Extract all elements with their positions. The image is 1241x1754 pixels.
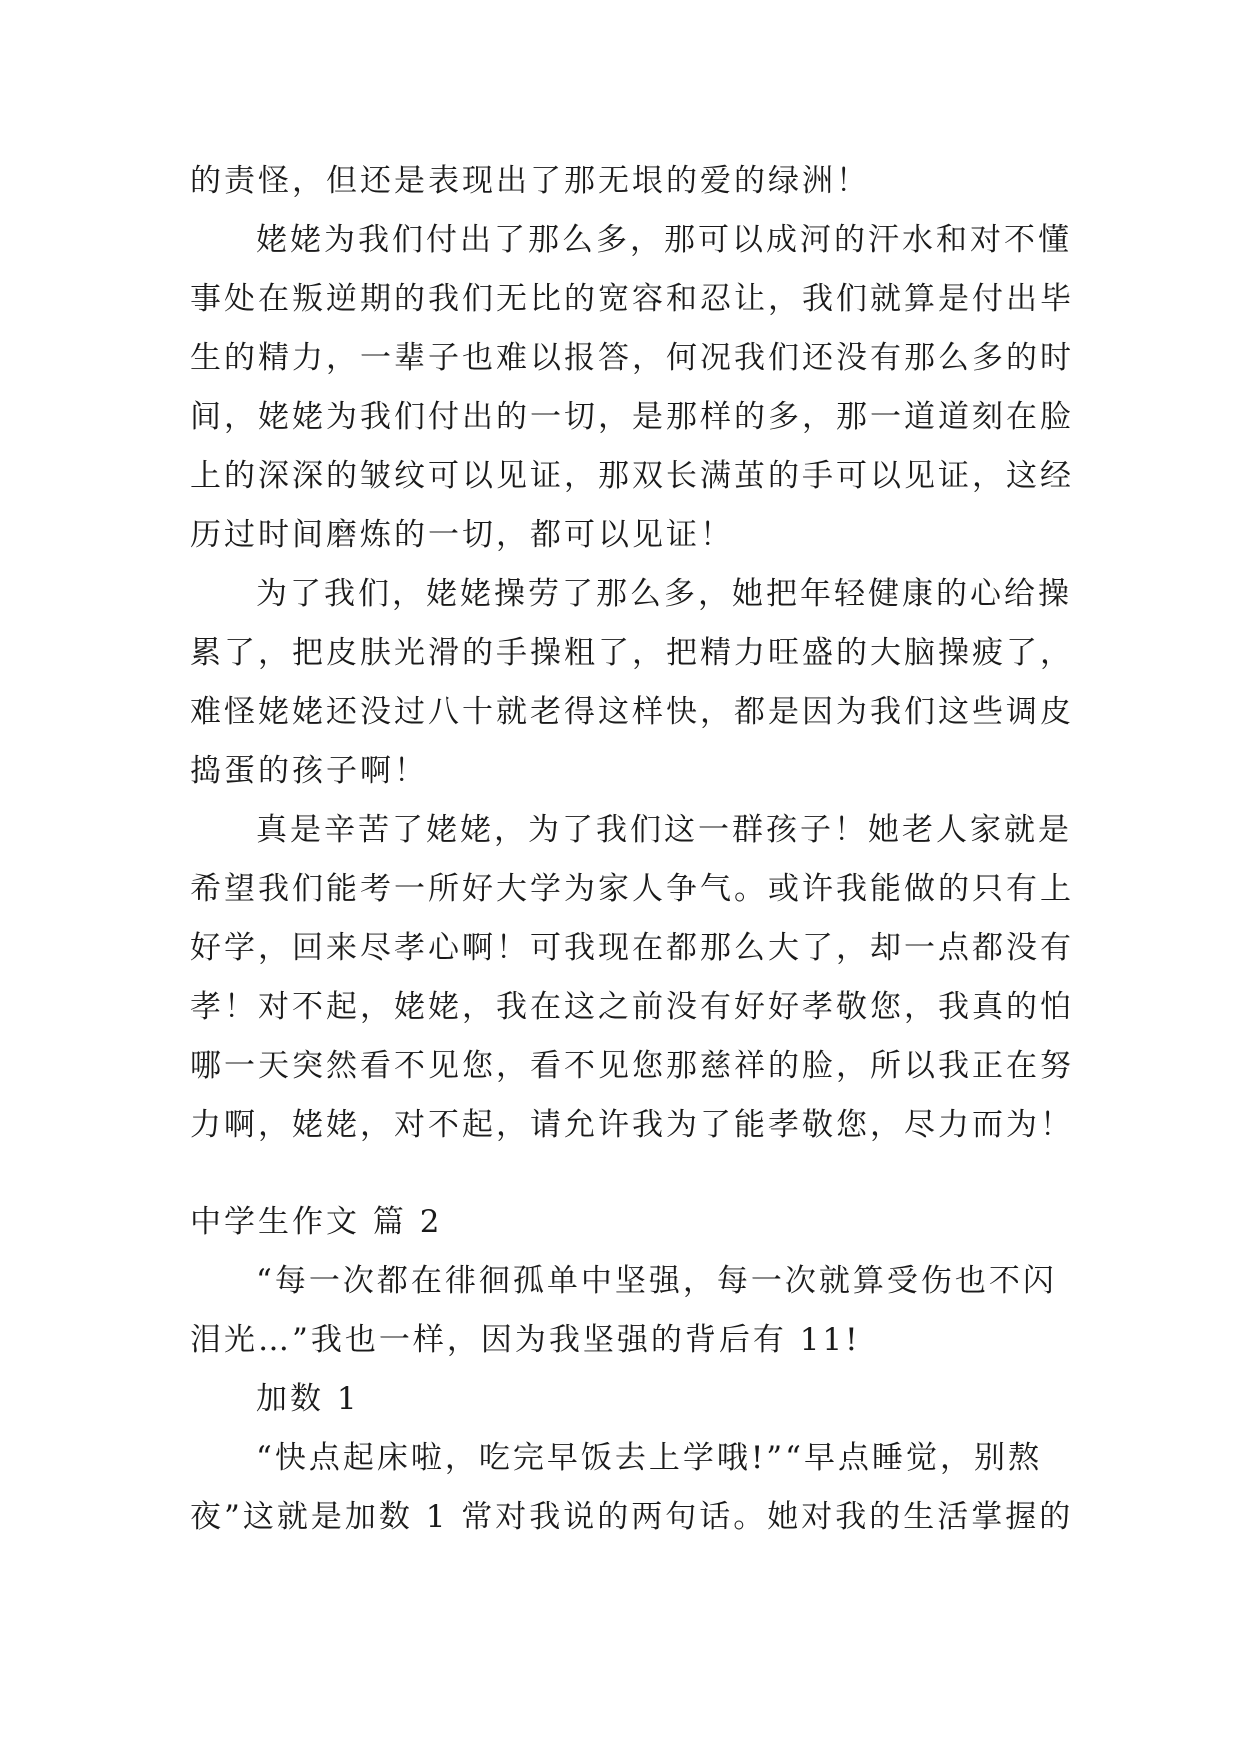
text-line: 力啊，姥姥，对不起，请允许我为了能孝敬您，尽力而为！ [190, 1107, 1074, 1143]
text-line: 难怪姥姥还没过八十就老得这样快，都是因为我们这些调皮 [190, 694, 1074, 730]
text-line: “每一次都在徘徊孤单中坚强，每一次就算受伤也不闪 [256, 1263, 1057, 1299]
document-body [190, 152, 1074, 1547]
text-line: 上的深深的皱纹可以见证，那双长满茧的手可以见证，这经 [190, 458, 1074, 494]
text-line: 为了我们，姥姥操劳了那么多，她把年轻健康的心给操 [256, 576, 1072, 612]
text-line: 间，姥姥为我们付出的一切，是那样的多，那一道道刻在脸 [190, 399, 1074, 435]
text-line: 姥姥为我们付出了那么多，那可以成河的汗水和对不懂 [256, 222, 1072, 258]
text-line: 的责怪，但还是表现出了那无垠的爱的绿洲！ [190, 163, 870, 199]
text-line: 真是辛苦了姥姥，为了我们这一群孩子！她老人家就是 [256, 812, 1072, 848]
text-line: 夜”这就是加数 1 常对我说的两句话。她对我的生活掌握的 [190, 1499, 1074, 1535]
text-line: 孝！对不起，姥姥，我在这之前没有好好孝敬您，我真的怕 [190, 989, 1074, 1025]
text-line: 希望我们能考一所好大学为家人争气。或许我能做的只有上 [190, 871, 1074, 907]
section-heading: 中学生作文 篇 2 [190, 1204, 443, 1240]
text-line: 累了，把皮肤光滑的手操粗了，把精力旺盛的大脑操疲了， [190, 635, 1074, 671]
text-line: “快点起床啦，吃完早饭去上学哦!”“早点睡觉，别熬 [256, 1440, 1042, 1476]
text-line: 哪一天突然看不见您，看不见您那慈祥的脸，所以我正在努 [190, 1048, 1074, 1084]
text-line: 捣蛋的孩子啊！ [190, 753, 428, 789]
text-line: 生的精力，一辈子也难以报答，何况我们还没有那么多的时 [190, 340, 1074, 376]
text-line: 好学，回来尽孝心啊！可我现在都那么大了，却一点都没有 [190, 930, 1074, 966]
text-line: 历过时间磨炼的一切，都可以见证！ [190, 517, 734, 553]
text-line: 事处在叛逆期的我们无比的宽容和忍让，我们就算是付出毕 [190, 281, 1074, 317]
text-line: 泪光…”我也一样，因为我坚强的背后有 11! [190, 1322, 861, 1358]
section-gap [190, 1155, 1060, 1193]
text-line: 加数 1 [256, 1381, 360, 1417]
